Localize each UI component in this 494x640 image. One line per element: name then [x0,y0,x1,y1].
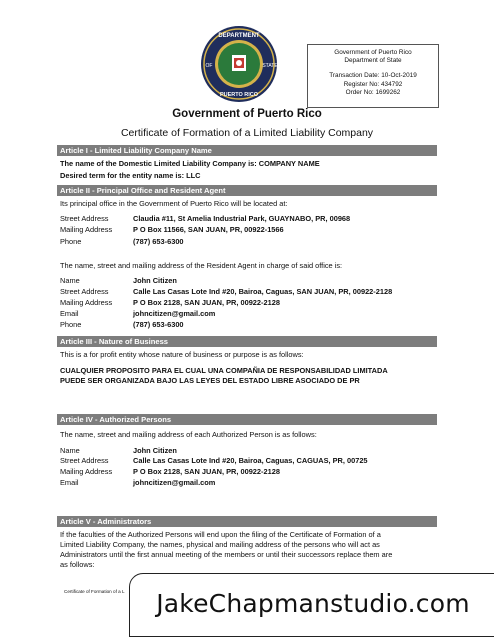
infobox-department: Department of State [344,57,402,65]
authorized-mailing: P O Box 2128, SAN JUAN, PR, 00922-2128 [133,467,280,476]
office-mailing-label: Mailing Address [60,225,113,234]
administrators-line-3: Administrators until the first annual meeting of the members or until their successors replace them are [60,550,393,559]
business-purpose-line-2: PUEDE SER ORGANIZADA BAJO LAS LEYES DEL ESTADO LIBRE ASOCIADO DE PR [60,376,360,385]
office-phone-label: Phone [60,237,82,246]
administrators-line-2: Limited Liability Company, the names, physical and mailing address of the persons who will act as [60,540,380,549]
agent-name-label: Name [60,276,80,285]
agent-mailing-label: Mailing Address [60,298,113,307]
office-mailing: P O Box 11566, SAN JUAN, PR, 00922-1566 [133,225,284,234]
page-footer: Certificate of Formation of a L [64,589,125,594]
seal-top-text: DEPARTMENT [218,33,260,39]
agent-phone: (787) 653-6300 [133,320,184,329]
order-number: Order No: 1699262 [345,88,401,96]
seal-right-text: STATE [262,63,278,69]
agent-mailing: P O Box 2128, SAN JUAN, PR, 00922-2128 [133,298,280,307]
administrators-line-4: as follows: [60,560,95,569]
company-name-line: The name of the Domestic Limited Liability Company is: COMPANY NAME [60,159,320,168]
department-of-state-seal [200,25,278,103]
article-3-header: Article III - Nature of Business [57,336,437,347]
authorized-email: johncitizen@gmail.com [133,478,216,487]
agent-street-label: Street Address [60,287,109,296]
entity-term-line: Desired term for the entity name is: LLC [60,171,201,180]
transaction-info-box [307,44,439,108]
agent-phone-label: Phone [60,320,82,329]
transaction-date: Transaction Date: 10-Oct-2019 [329,72,417,80]
authorized-mailing-label: Mailing Address [60,467,113,476]
agent-intro: The name, street and mailing address of the Resident Agent in charge of said office is: [60,261,343,270]
office-street: Claudia #11, St Amelia Industrial Park, GUAYNABO, PR, 00968 [133,214,351,223]
administrators-line-1: If the faculties of the Authorized Persons will end upon the filing of the Certificate of Formation of a [60,530,381,539]
agent-name: John Citizen [133,276,177,285]
watermark-banner [129,573,494,637]
agent-email: johncitizen@gmail.com [133,309,216,318]
authorized-intro: The name, street and mailing address of each Authorized Person is as follows: [60,430,317,439]
authorized-street: Calle Las Casas Lote Ind #20, Bairoa, Caguas, CAGUAS, PR, 00725 [133,456,368,465]
authorized-street-label: Street Address [60,456,109,465]
agent-email-label: Email [60,309,79,318]
office-street-label: Street Address [60,214,109,223]
infobox-government: Government of Puerto Rico [334,49,412,56]
office-phone: (787) 653-6300 [133,237,184,246]
authorized-email-label: Email [60,478,79,487]
seal-left-text: OF [205,63,213,69]
article-4-header: Article IV - Authorized Persons [57,414,437,425]
page-title: Government of Puerto Rico [172,108,322,120]
business-purpose-line-1: CUALQUIER PROPOSITO PARA EL CUAL UNA COMPAÑIA DE RESPONSABILIDAD LIMITADA [60,366,388,375]
page-subtitle: Certificate of Formation of a Limited Liability Company [120,127,374,139]
article-5-header: Article V - Administrators [57,516,437,527]
agent-street: Calle Las Casas Lote Ind #20, Bairoa, Caguas, SAN JUAN, PR, 00922-2128 [133,287,393,296]
seal-bottom-text: PUERTO RICO [219,92,259,98]
authorized-name: John Citizen [133,446,177,455]
office-intro: Its principal office in the Government of Puerto Rico will be located at: [60,199,288,208]
authorized-name-label: Name [60,446,80,455]
business-intro: This is a for profit entity whose nature of business or purpose is as follows: [60,350,304,359]
article-1-header: Article I - Limited Liability Company Name [57,145,437,156]
register-number: Register No: 434792 [343,80,403,88]
watermark-text: JakeChapmanstudio.com [156,589,470,618]
article-2-header: Article II - Principal Office and Resident Agent [57,185,437,196]
